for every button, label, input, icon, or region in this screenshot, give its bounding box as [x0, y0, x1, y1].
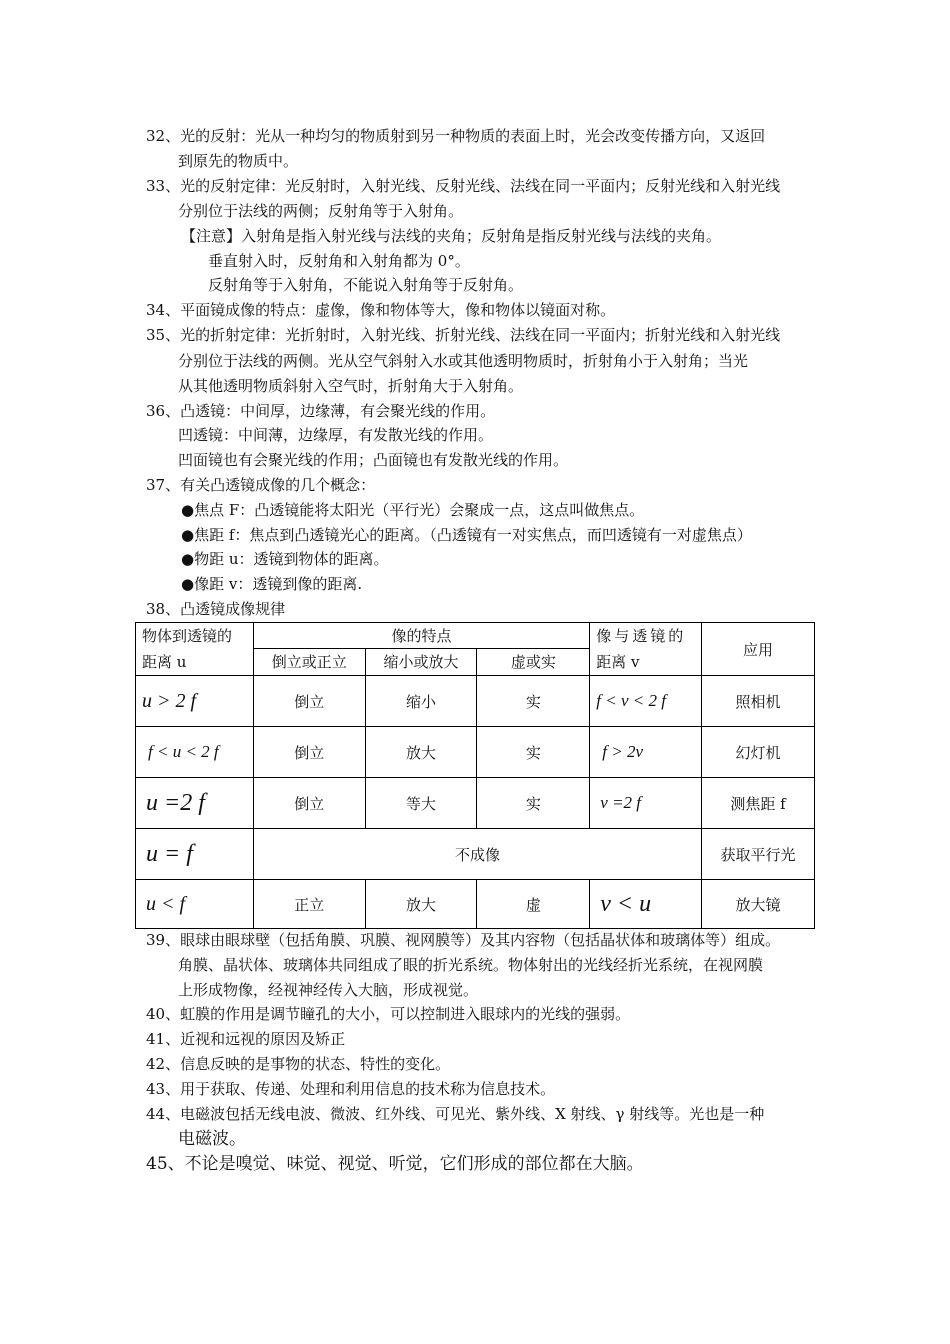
application-cell: 放大镜: [702, 880, 815, 929]
header-size: 缩小或放大: [365, 648, 477, 675]
header-image-distance-line1: 像与透镜的: [596, 627, 687, 645]
table-row: [136, 778, 815, 829]
size-cell: 等大: [365, 778, 477, 829]
application-cell: 幻灯机: [702, 727, 815, 778]
object-distance-cell: u = f: [136, 829, 254, 880]
paragraph-39-cont-2: 上形成物像，经视神经传入大脑，形成视觉。: [178, 981, 479, 999]
bullet-image-distance: ●像距 v：透镜到像的距离.: [181, 575, 363, 593]
paragraph-33-cont: 分别位于法线的两侧；反射角等于入射角。: [178, 202, 464, 220]
header-object-distance-line1: 物体到透镜的: [142, 627, 233, 645]
orientation-cell: 倒立: [253, 727, 365, 778]
image-distance-cell: v =2 f: [590, 778, 702, 829]
image-distance-cell: f < v < 2 f: [590, 676, 702, 727]
paragraph-38: 38、凸透镜成像规律: [146, 600, 286, 618]
header-object-distance-line2: 距离 u: [142, 653, 187, 671]
paragraph-40: 40、虹膜的作用是调节瞳孔的大小，可以控制进入眼球内的光线的强弱。: [146, 1005, 631, 1023]
orientation-cell: 倒立: [253, 676, 365, 727]
paragraph-42: 42、信息反映的是事物的状态、特性的变化。: [146, 1055, 451, 1073]
header-orientation: 倒立或正立: [253, 648, 365, 675]
object-distance-cell: u =2 f: [136, 778, 254, 829]
application-cell: 照相机: [702, 676, 815, 727]
paragraph-35-cont-2: 从其他透明物质斜射入空气时，折射角大于入射角。: [178, 377, 524, 395]
header-image-distance-line2: 距离 v: [596, 653, 640, 671]
header-real-virtual: 虚或实: [477, 648, 590, 675]
object-distance-cell: u < f: [136, 880, 254, 929]
application-cell: 获取平行光: [702, 829, 815, 880]
size-cell: 放大: [365, 880, 477, 929]
image-distance-cell: f > 2v: [590, 727, 702, 778]
application-cell: 测焦距 f: [702, 778, 815, 829]
paragraph-32-cont: 到原先的物质中。: [178, 152, 299, 170]
no-image-cell: 不成像: [253, 829, 701, 880]
paragraph-36-concave: 凹透镜：中间薄，边缘厚，有发散光线的作用。: [178, 426, 494, 444]
bullet-focus: ●焦点 F：凸透镜能将太阳光（平行光）会聚成一点，这点叫做焦点。: [181, 501, 645, 519]
paragraph-33: 33、光的反射定律：光反射时，入射光线、反射光线、法线在同一平面内；反射光线和入射光线: [146, 177, 781, 195]
paragraph-35-cont-1: 分别位于法线的两侧。光从空气斜射入水或其他透明物质时，折射角小于入射角；当光: [178, 352, 749, 370]
note-line-2: 垂直射入时，反射角和入射角都为 0°。: [208, 252, 470, 270]
paragraph-34: 34、平面镜成像的特点：虚像，像和物体等大，像和物体以镜面对称。: [146, 301, 616, 319]
table-row: [136, 829, 815, 880]
paragraph-44: 44、电磁波包括无线电波、微波、红外线、可见光、紫外线、X 射线、γ 射线等。光也是一种: [146, 1105, 765, 1123]
paragraph-37: 37、有关凸透镜成像的几个概念：: [146, 476, 376, 494]
note-line-1: 【注意】入射角是指入射光线与法线的夹角；反射角是指反射光线与法线的夹角。: [181, 227, 722, 245]
paragraph-35: 35、光的折射定律：光折射时，入射光线、折射光线、法线在同一平面内；折射光线和入射光线: [146, 326, 781, 344]
paragraph-39-cont-1: 角膜、晶状体、玻璃体共同组成了眼的折光系统。物体射出的光线经折光系统，在视网膜: [178, 956, 764, 974]
convex-lens-table: [135, 622, 815, 929]
object-distance-cell: f < u < 2 f: [136, 727, 254, 778]
table-row: [136, 676, 815, 727]
real-virtual-cell: 虚: [477, 880, 590, 929]
paragraph-39: 39、眼球由眼球壁（包括角膜、巩膜、视网膜等）及其内容物（包括晶状体和玻璃体等）组成。: [146, 931, 781, 949]
paragraph-36-mirror: 凹面镜也有会聚光线的作用；凸面镜也有发散光线的作用。: [178, 451, 569, 469]
header-image-distance: [590, 623, 702, 676]
table-row: [136, 727, 815, 778]
note-line-3: 反射角等于入射角，不能说入射角等于反射角。: [208, 276, 524, 294]
paragraph-45: 45、不论是嗅觉、味觉、视觉、听觉，它们形成的部位都在大脑。: [146, 1154, 644, 1174]
real-virtual-cell: 实: [477, 727, 590, 778]
header-image-features: 像的特点: [253, 623, 589, 649]
header-object-distance: [136, 623, 254, 676]
table-row: [136, 880, 815, 929]
header-application: 应用: [702, 623, 815, 676]
bullet-object-distance: ●物距 u：透镜到物体的距离。: [181, 550, 389, 568]
bullet-focal-length: ●焦距 f：焦点到凸透镜光心的距离。（凸透镜有一对实焦点，而凹透镜有一对虚焦点）: [181, 526, 752, 544]
paragraph-32: 32、光的反射：光从一种均匀的物质射到另一种物质的表面上时，光会改变传播方向，又返回: [146, 127, 766, 145]
orientation-cell: 倒立: [253, 778, 365, 829]
size-cell: 缩小: [365, 676, 477, 727]
object-distance-cell: u > 2 f: [136, 676, 254, 727]
paragraph-36: 36、凸透镜：中间厚，边缘薄，有会聚光线的作用。: [146, 402, 496, 420]
orientation-cell: 正立: [253, 880, 365, 929]
size-cell: 放大: [365, 727, 477, 778]
real-virtual-cell: 实: [477, 778, 590, 829]
paragraph-43: 43、用于获取、传递、处理和利用信息的技术称为信息技术。: [146, 1080, 556, 1098]
real-virtual-cell: 实: [477, 676, 590, 727]
paragraph-44-cont: 电磁波。: [178, 1129, 246, 1149]
paragraph-41: 41、近视和远视的原因及矫正: [146, 1030, 346, 1048]
image-distance-cell: v < u: [590, 880, 702, 929]
